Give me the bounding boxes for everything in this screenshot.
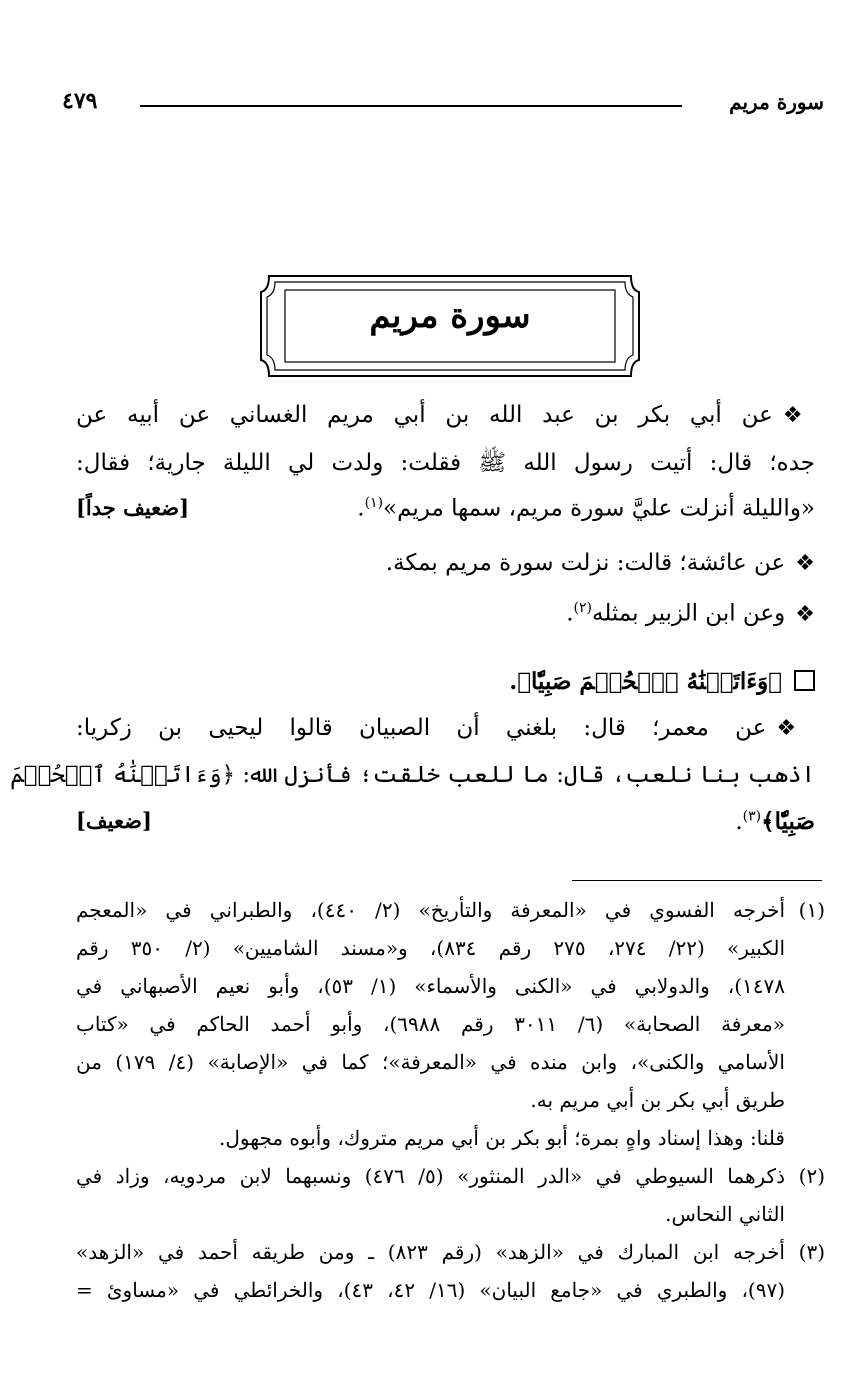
text-line: اذهب بنا نلعب، قال: ما للعب خلقت؛ فأنزل الله: ﴿وَءَاتَيۡنَٰهُ ٱلۡحُكۡمَ <box>10 762 815 788</box>
text-line: ❖عن عائشة؛ قالت: نزلت سورة مريم بمكة. <box>385 550 815 576</box>
running-title: سورة مريم <box>729 90 824 114</box>
book-page: سورة مريم ٤٧٩ سورة مريم ❖عن أبي بكر بن عبد الله بن أبي مريم الغساني عن أبيه عن جده؛ قال: أتيت رسول الله ﷺ فقلت: ولدت لي الليلة جارية؛ فقال: «والليلة أنزلت عليَّ سورة مريم، سمها مريم»$^{(١)}$. [ضعيف جداً] ❖عن عائشة؛ قالت: نزلت سورة مريم بمكة. ❖وعن ابن الزبير بمثله$^{(٢)}$. ﴿وَءَاتَيۡنَٰهُ ٱلۡحُكۡمَ صَبِيّٗا﴾. ❖عن معمر؛ قال: بلغني أن الصبيان قالوا ليحيى بن زكريا: اذهب بنا نلعب، قال: ما للعب خلقت؛ فأنزل الله: ﴿وَءَاتَيۡنَٰهُ ٱلۡحُكۡمَ صَبِيّٗا﴾$^{(٣)}$. [ضعيف] (١) أخرجه الفسوي في «المعرفة والتأريخ» (٢/ ٤٤٠)، والطبراني في «المعجم الكبير» (٢٢/ ٢٧٤، ٢٧٥ رقم ٨٣٤)، و«مسند الشاميين» (٢/ ٣٥٠ رقم ١٤٧٨)، والدولابي في «الكنى والأسماء» (١/ ٥٣)، وأبو نعيم الأصبهاني في «معرفة الصحابة» (٦/ ٣٠١١ رقم ٦٩٨٨)، وأبو أحمد الحاكم في «كتاب الأسامي والكنى»، وابن منده في «المعرفة»؛ كما في «الإصابة» (٤/ ١٧٩) من طريق أبي بكر بن أبي مريم به. قلنا: وهذا إسناد واهٍ بمرة؛ أبو بكر بن أبي مريم متروك، وأبوه مجهول. (٢) ذكرهما السيوطي في «الدر المنثور» (٥/ ٤٧٦) ونسبهما لابن مردويه، وزاد في الثاني النحاس. (٣) أخرجه ابن المبارك في «الزهد» (رقم ٨٢٣) ـ ومن طريقه أحمد في «الزهد» (٩٧)، والطبري في «جامع البيان» (١٦/ ٤٢، ٤٣)، والخرائطي في «مساوئ = <box>10 88 825 1302</box>
text-line: ❖عن أبي بكر بن عبد الله بن أبي مريم الغساني عن أبيه عن <box>76 402 815 428</box>
text-line: جده؛ قال: أتيت رسول الله ﷺ فقلت: ولدت لي الليلة جارية؛ فقال: <box>76 450 815 476</box>
text-line: ❖عن معمر؛ قال: بلغني أن الصبيان قالوا ليحيى بن زكريا: <box>76 715 815 741</box>
surah-title: سورة مريم <box>369 296 531 336</box>
footnote-ref: (١) <box>364 495 384 511</box>
footnote-ref: (٢) <box>573 600 592 616</box>
square-bullet-icon <box>794 670 815 691</box>
footnote-rule <box>572 880 822 881</box>
page-number: ٤٧٩ <box>62 88 98 114</box>
diamond-bullet-icon: ❖ <box>782 403 815 428</box>
grade-label: [ضعيف جداً] <box>76 495 190 520</box>
text-line: صَبِيّٗا﴾$^{(٣)}$. <box>735 808 815 835</box>
surah-title-frame <box>255 270 645 382</box>
diamond-bullet-icon: ❖ <box>795 601 815 627</box>
text-line: ❖وعن ابن الزبير بمثله$^{(٢)}$. <box>566 600 815 627</box>
grade-label: [ضعيف] <box>76 808 152 833</box>
running-header <box>62 88 824 124</box>
verse-heading: ﴿وَءَاتَيۡنَٰهُ ٱلۡحُكۡمَ صَبِيّٗا﴾. <box>76 668 815 695</box>
header-rule <box>140 105 682 107</box>
diamond-bullet-icon: ❖ <box>776 716 815 741</box>
diamond-bullet-icon: ❖ <box>795 551 815 576</box>
text-line: «والليلة أنزلت عليَّ سورة مريم، سمها مريم»$^{(١)}$. <box>357 495 815 522</box>
footnote-ref: (٣) <box>742 808 762 825</box>
